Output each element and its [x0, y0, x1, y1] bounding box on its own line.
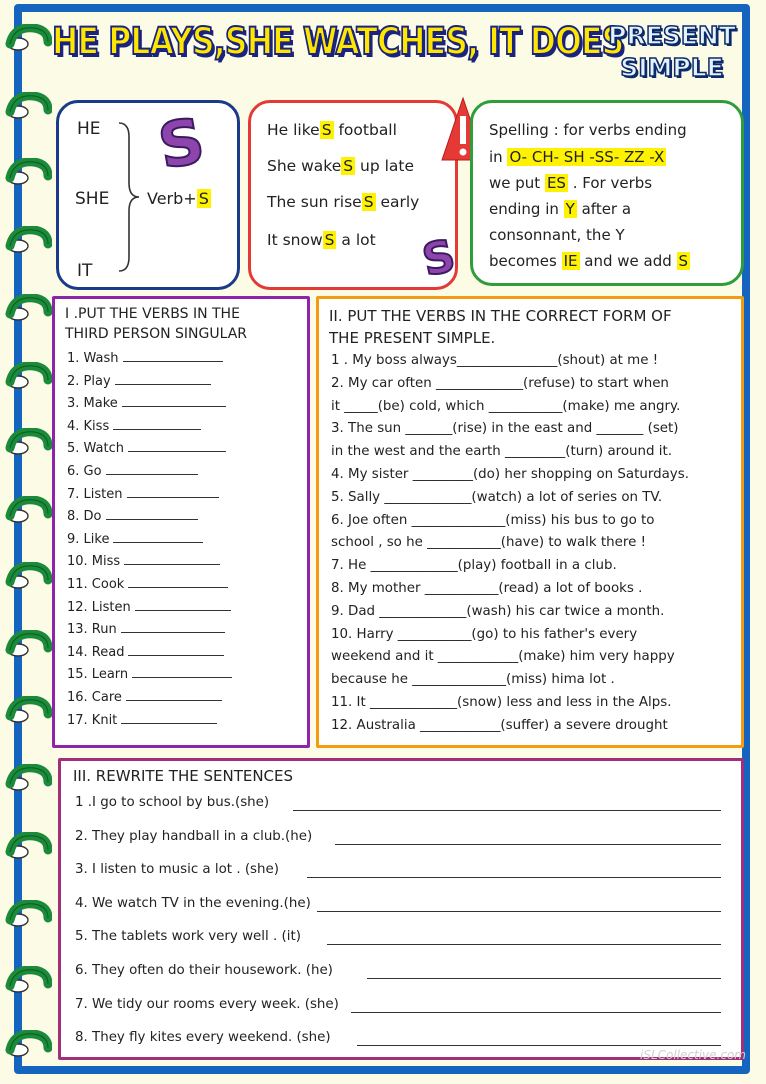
binding-ring-icon [4, 294, 52, 324]
rewrite-answer-line[interactable] [357, 1045, 721, 1046]
exercise-2-line: because he ______________(miss) hima lot . [331, 672, 615, 688]
answer-blank[interactable] [106, 462, 198, 475]
exercise-1-item [67, 507, 198, 524]
exercise-2-line: 3. The sun _______(rise) in the east and _______ (set) [331, 421, 679, 437]
exercise-1-item [67, 575, 228, 592]
spelling-line-3-text: we put [489, 174, 545, 192]
rewrite-answer-line[interactable] [351, 1012, 721, 1013]
exercise-1-verb: 2. Play [67, 373, 111, 389]
answer-blank[interactable] [121, 620, 225, 633]
spelling-line-5: consonnant, the Y [489, 226, 625, 244]
exercise-3-title: III. REWRITE THE SENTENCES [73, 767, 294, 785]
answer-blank[interactable] [128, 643, 224, 656]
exercise-1-verb: 15. Learn [67, 667, 129, 683]
answer-blank[interactable] [124, 552, 220, 565]
rule-verb: Verb+ [147, 189, 197, 208]
spelling-y: Y [565, 200, 575, 218]
spelling-s: S [678, 252, 689, 270]
answer-blank[interactable] [106, 507, 198, 520]
answer-blank[interactable] [127, 485, 219, 498]
example-1-text: He like [267, 121, 320, 139]
brace-icon [115, 117, 145, 277]
exercise-1-verb: 12. Listen [67, 599, 131, 615]
exercise-1-verb: 13. Run [67, 622, 117, 638]
exercise-1-item [67, 598, 231, 615]
examples-box [248, 100, 458, 290]
exercise-2-line: it _____(be) cold, which ___________(make) me angry. [331, 398, 681, 414]
exercise-2-title-1: II. PUT THE VERBS IN THE CORRECT FORM OF [329, 307, 672, 325]
spelling-es: ES [546, 174, 566, 192]
worksheet-subtitle [592, 20, 752, 84]
example-1-s: S [321, 121, 332, 139]
answer-blank[interactable] [135, 598, 231, 611]
watermark: iSLCollective.com [640, 1048, 746, 1062]
answer-blank[interactable] [122, 394, 226, 407]
exercise-1-item [67, 485, 219, 502]
spelling-rule-box [470, 100, 744, 286]
example-2-rest: up late [355, 157, 415, 175]
exercise-1-item [67, 439, 226, 456]
rewrite-answer-line[interactable] [293, 810, 721, 811]
pronoun-it: IT [77, 261, 93, 281]
binding-ring-icon [4, 966, 52, 996]
exercise-1-verb: 14. Read [67, 644, 125, 660]
exercise-2-line: school , so he ___________(have) to walk there ! [331, 535, 646, 551]
exercise-2-line: 2. My car often _____________(refuse) to start when [331, 375, 669, 391]
exercise-1-verb: 10. Miss [67, 554, 121, 570]
exercise-1-item [67, 711, 217, 728]
exercise-1-verb: 16. Care [67, 690, 122, 705]
exercise-1-verb: 7. Listen [67, 486, 123, 502]
binding-ring-icon [4, 226, 52, 256]
worksheet-title: HE PLAYS,SHE WATCHES, IT DOES [52, 20, 624, 63]
binding-ring-icon [4, 158, 52, 188]
answer-blank[interactable] [113, 530, 203, 543]
binding-ring-icon [4, 1030, 52, 1060]
exercise-2-line: 1 . My boss always_______________(shout) at me ! [331, 353, 659, 368]
rewrite-answer-line[interactable] [367, 978, 721, 979]
exercise-3-item: 4. We watch TV in the evening.(he) [75, 895, 311, 911]
exercise-2-line: in the west and the earth _________(turn) around it. [331, 444, 673, 460]
exercise-1-verb: 8. Do [67, 509, 102, 525]
exercise-2-line: 7. He _____________(play) football in a club. [331, 558, 617, 574]
rewrite-answer-line[interactable] [327, 944, 721, 945]
exercise-1-verb: 11. Cook [67, 577, 125, 592]
answer-blank[interactable] [123, 349, 223, 362]
exercise-3-item: 5. The tablets work very well . (it) [75, 929, 301, 945]
spelling-line-6-mid: and we add [579, 252, 677, 270]
big-s-letter: S [153, 103, 210, 184]
exercise-1-verb: 17. Knit [67, 712, 118, 728]
exercise-2-box [316, 296, 744, 748]
subtitle-line-2: SIMPLE [620, 53, 724, 82]
rewrite-answer-line[interactable] [317, 911, 721, 912]
exercise-1-title-2: THIRD PERSON SINGULAR [65, 326, 248, 342]
pronoun-he: HE [77, 119, 101, 139]
spelling-line-3-rest: . For verbs [567, 174, 653, 192]
example-4-rest: a lot [336, 231, 376, 249]
answer-blank[interactable] [113, 417, 201, 430]
exercise-2-line: 11. It _____________(snow) less and less in the Alps. [331, 695, 672, 710]
binding-ring-icon [4, 362, 52, 392]
exercise-3-item: 7. We tidy our rooms every week. (she) [75, 996, 339, 1012]
example-1 [267, 121, 397, 139]
exercise-1-verb: 1. Wash [67, 351, 119, 366]
answer-blank[interactable] [128, 575, 228, 588]
binding-ring-icon [4, 764, 52, 794]
spelling-line-4-rest: after a [576, 200, 632, 218]
exercise-3-item: 2. They play handball in a club.(he) [75, 828, 313, 844]
exercise-1-item [67, 372, 211, 389]
exercise-1-item [67, 643, 224, 660]
exercise-1-title-1: I .PUT THE VERBS IN THE [65, 306, 240, 322]
answer-blank[interactable] [132, 665, 232, 678]
exercise-1-verb: 4. Kiss [67, 418, 110, 434]
exercise-3-item: 8. They fly kites every weekend. (she) [75, 1030, 331, 1046]
exercise-1-item [67, 530, 203, 547]
exercise-1-item [67, 665, 232, 682]
example-4 [267, 231, 376, 249]
exercise-1-item [67, 417, 201, 434]
spelling-ie: IE [563, 252, 578, 270]
binding-ring-icon [4, 428, 52, 458]
small-s-letter: S [418, 230, 460, 287]
exercise-1-item [67, 394, 226, 411]
binding-ring-icon [4, 562, 52, 592]
answer-blank[interactable] [115, 372, 211, 385]
exercise-3-item: 6. They often do their housework. (he) [75, 963, 333, 978]
exercise-2-line: 5. Sally _____________(watch) a lot of series on TV. [331, 489, 663, 505]
binding-ring-icon [4, 496, 52, 526]
exercise-1-verb: 6. Go [67, 464, 102, 479]
exercise-1-item [67, 552, 220, 569]
exercise-2-line: 10. Harry ___________(go) to his father's every [331, 626, 638, 642]
exercise-1-verb: 9. Like [67, 531, 110, 547]
example-2-text: She wake [267, 157, 342, 175]
exercise-2-line: 9. Dad _____________(wash) his car twice a month. [331, 603, 665, 619]
subtitle-line-1: PRESENT [608, 21, 736, 50]
spelling-endings: O- CH- SH -SS- ZZ -X [509, 148, 665, 166]
binding-ring-icon [4, 696, 52, 726]
example-4-s: S [324, 231, 335, 249]
answer-blank[interactable] [121, 711, 217, 724]
example-2 [267, 157, 414, 175]
example-3-rest: early [375, 193, 420, 211]
example-3-text: The sun rise [267, 193, 362, 211]
exercise-2-title-2: THE PRESENT SIMPLE. [329, 329, 496, 347]
exercise-2-line: 4. My sister _________(do) her shopping on Saturdays. [331, 467, 689, 482]
example-4-text: It snow [267, 231, 323, 249]
pronoun-rule-box [56, 100, 240, 290]
example-3 [267, 193, 419, 211]
exercise-3-item: 3. I listen to music a lot . (she) [75, 862, 279, 878]
exercise-1-item [67, 462, 198, 479]
exercise-2-line: weekend and it ____________(make) him very happy [331, 649, 675, 665]
exercise-1-verb: 3. Make [67, 396, 118, 412]
answer-blank[interactable] [128, 439, 226, 452]
exercise-3-box [58, 758, 744, 1060]
pronoun-she: SHE [75, 189, 110, 209]
exercise-1-verb: 5. Watch [67, 441, 125, 457]
example-3-s: S [363, 193, 374, 211]
spelling-line-6-text: becomes [489, 252, 562, 270]
exercise-3-item: 1 .I go to school by bus.(she) [75, 795, 270, 810]
exercise-1-box [52, 296, 310, 748]
rewrite-answer-line[interactable] [307, 877, 721, 878]
exercise-1-item [67, 620, 225, 637]
exercise-2-line: 6. Joe often ______________(miss) his bus to go to [331, 512, 655, 528]
binding-ring-icon [4, 900, 52, 930]
rewrite-answer-line[interactable] [335, 844, 721, 845]
rule-s: S [198, 189, 209, 208]
spelling-line-4-text: ending in [489, 200, 564, 218]
exercise-2-line: 8. My mother ___________(read) a lot of books . [331, 581, 643, 596]
binding-ring-icon [4, 630, 52, 660]
rule-text [147, 189, 211, 208]
answer-blank[interactable] [126, 688, 222, 701]
exercise-1-item [67, 688, 222, 705]
example-2-s: S [343, 157, 354, 175]
spelling-line-1: Spelling : for verbs ending [489, 121, 687, 139]
binding-ring-icon [4, 24, 52, 54]
spelling-line-4 [489, 200, 631, 218]
spelling-line-2-text: in [489, 148, 508, 166]
binding-ring-icon [4, 92, 52, 122]
example-1-rest: football [333, 121, 397, 139]
exercise-2-line: 12. Australia ____________(suffer) a severe drought [331, 717, 668, 733]
spelling-line-6 [489, 252, 690, 270]
spelling-line-3 [489, 174, 652, 192]
exercise-1-item [67, 349, 223, 366]
binding-ring-icon [4, 832, 52, 862]
spelling-line-2 [489, 148, 666, 166]
